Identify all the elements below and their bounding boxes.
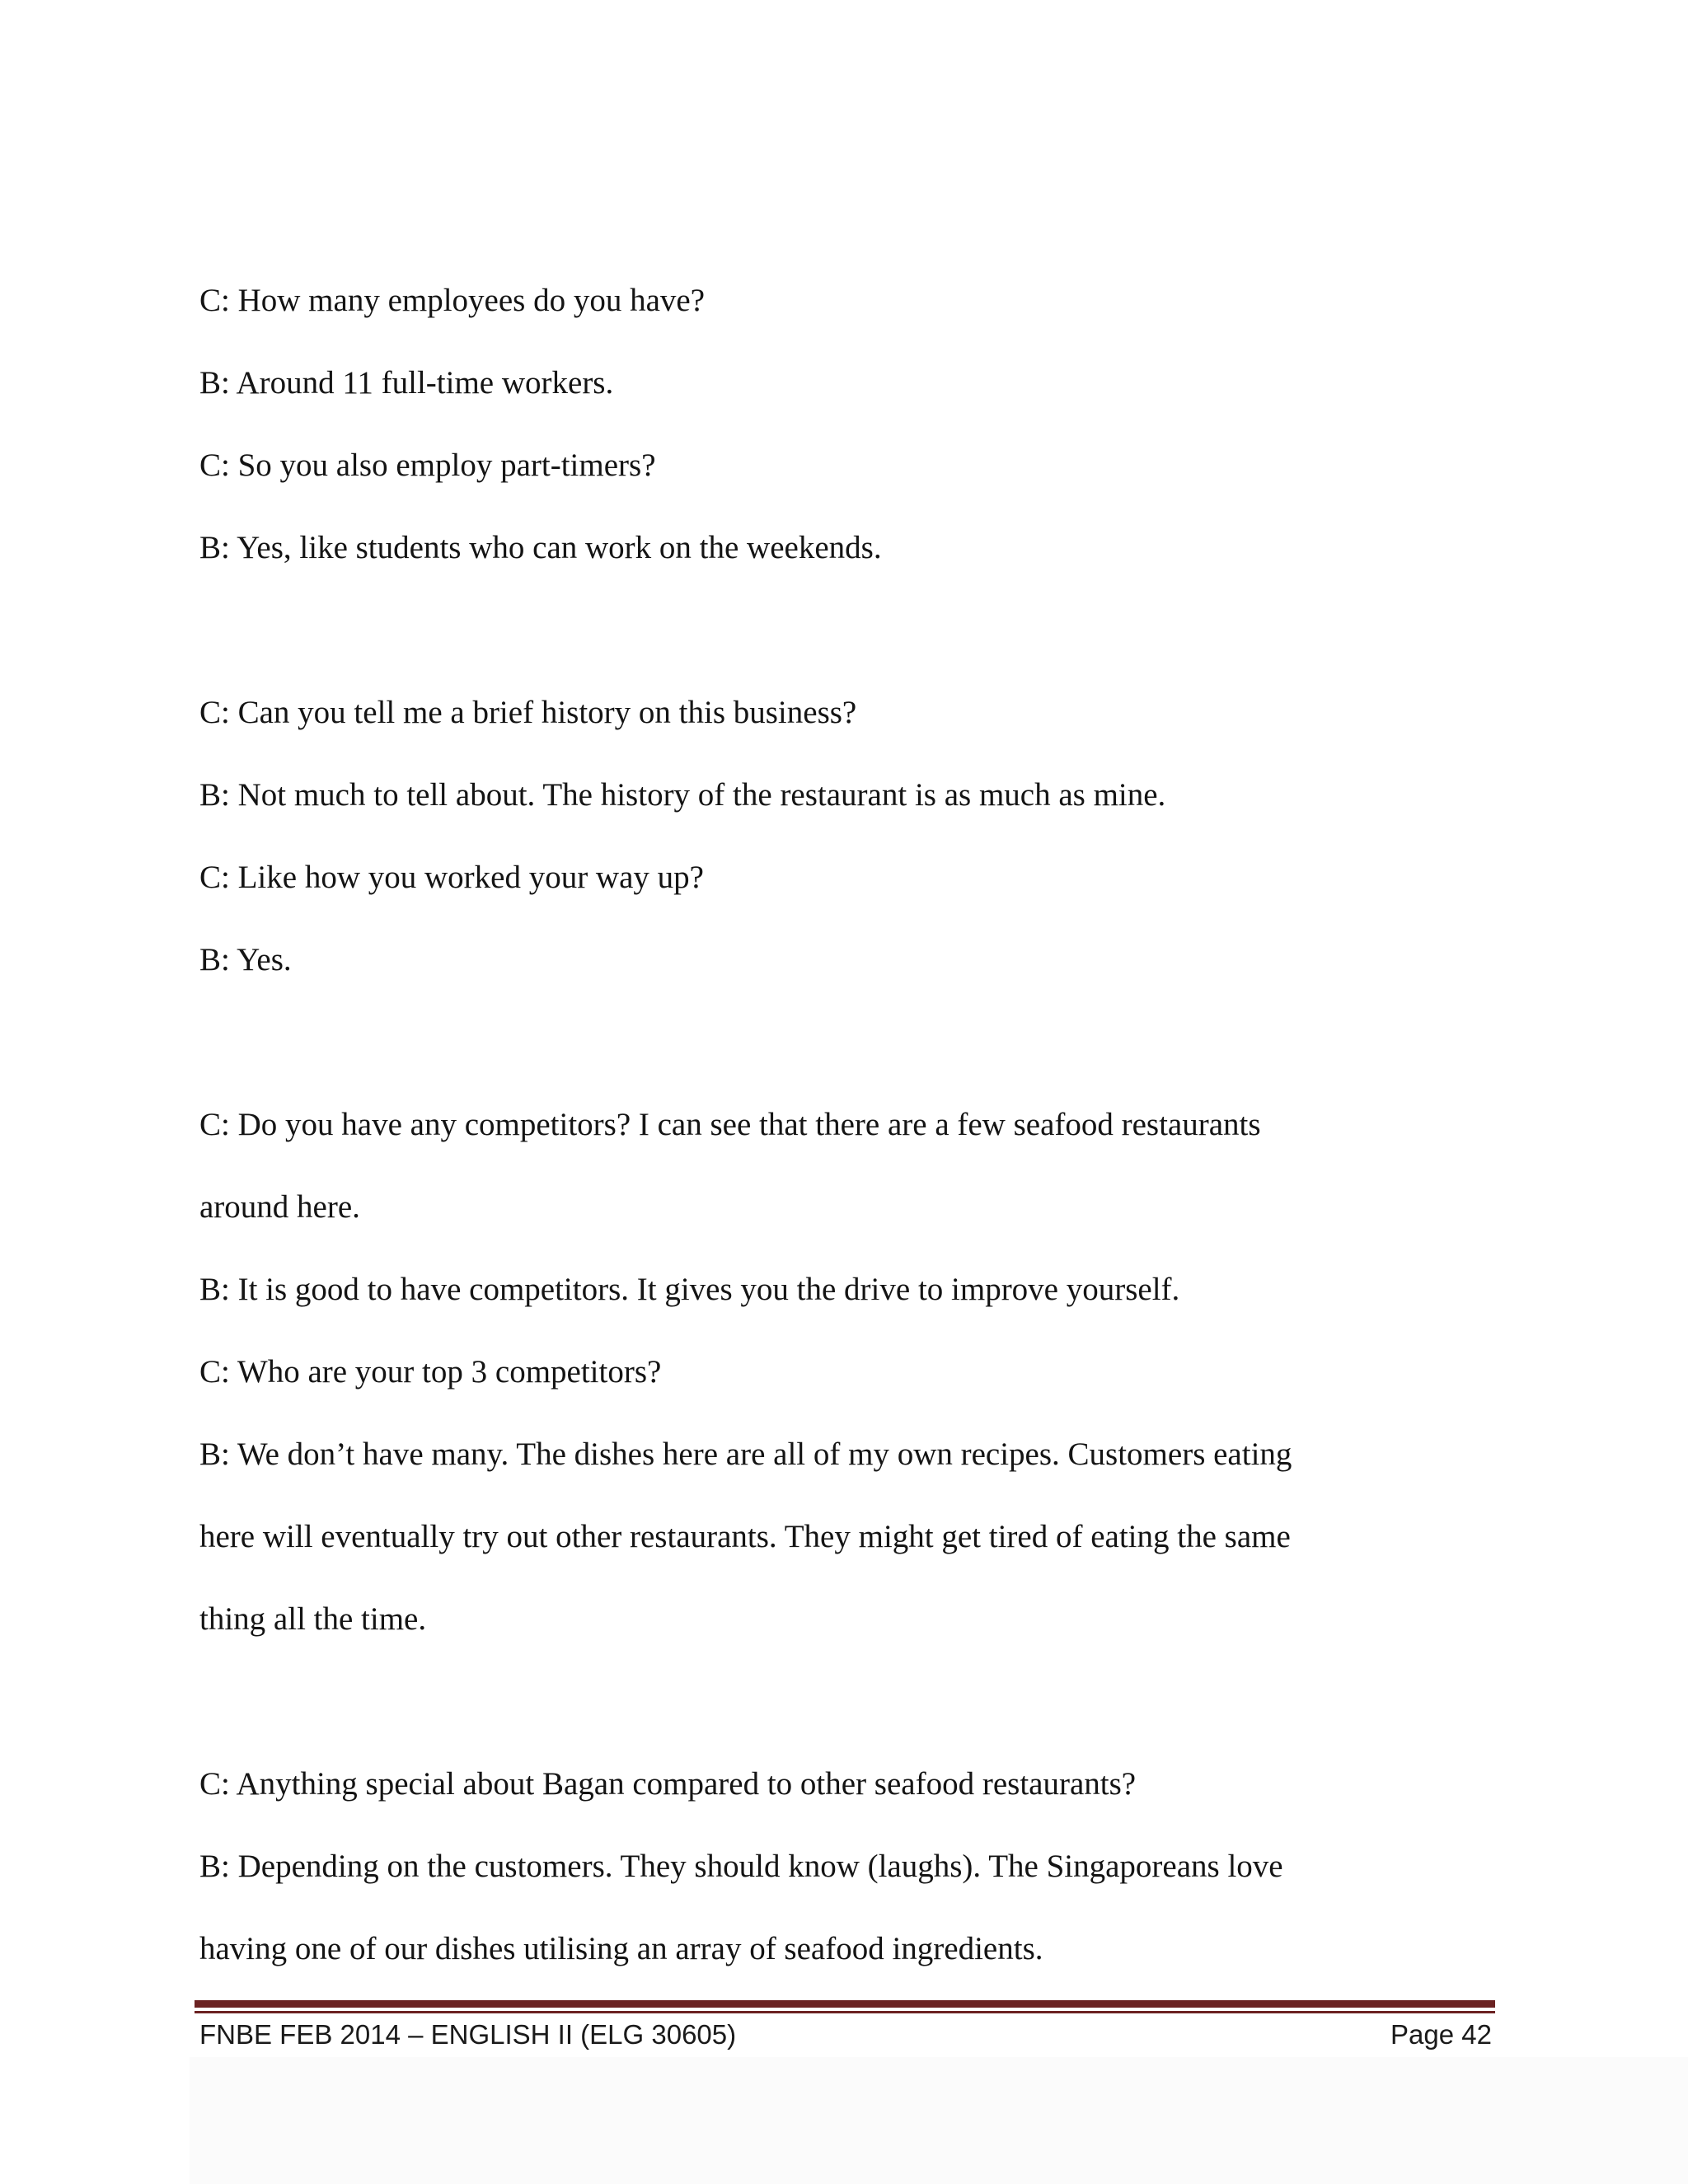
- dialogue-line: B: Yes, like students who can work on the weekends.: [199, 530, 882, 565]
- dialogue-line: C: So you also employ part-timers?: [199, 448, 656, 483]
- dialogue-body: [199, 280, 1493, 2011]
- dialogue-line: B: Depending on the customers. They should know (laughs). The Singaporeans love: [199, 1849, 1283, 1884]
- dialogue-line: around here.: [199, 1189, 360, 1225]
- footer-divider-thick: [195, 2000, 1495, 2008]
- dialogue-line: here will eventually try out other restaurants. They might get tired of eating the same: [199, 1519, 1291, 1554]
- bottom-margin-shade: [190, 2057, 1688, 2184]
- dialogue-line: C: Anything special about Bagan compared to other seafood restaurants?: [199, 1766, 1137, 1802]
- dialogue-line: C: Do you have any competitors? I can see that there are a few seafood restaurants: [199, 1107, 1261, 1142]
- dialogue-line: C: How many employees do you have?: [199, 283, 706, 318]
- footer-course-label: FNBE FEB 2014 – ENGLISH II (ELG 30605): [199, 2019, 737, 2050]
- dialogue-line: B: It is good to have competitors. It gives you the drive to improve yourself.: [199, 1272, 1180, 1307]
- paragraph-gap: [199, 1022, 1493, 1104]
- dialogue-line: B: Around 11 full-time workers.: [199, 365, 614, 401]
- paragraph-gap: [199, 610, 1493, 692]
- dialogue-line: B: Not much to tell about. The history of the restaurant is as much as mine.: [199, 777, 1166, 813]
- footer-page-number: Page 42: [1390, 2019, 1492, 2050]
- dialogue-line: B: We don’t have many. The dishes here are all of my own recipes. Customers eating: [199, 1436, 1292, 1472]
- dialogue-line: C: Like how you worked your way up?: [199, 860, 704, 895]
- dialogue-line: C: Who are your top 3 competitors?: [199, 1354, 662, 1390]
- dialogue-line: C: Can you tell me a brief history on this business?: [199, 695, 857, 730]
- paragraph-gap: [199, 1681, 1493, 1764]
- dialogue-line: thing all the time.: [199, 1601, 427, 1637]
- footer-divider-thin: [195, 2011, 1495, 2013]
- dialogue-line: having one of our dishes utilising an array of seafood ingredients.: [199, 1931, 1043, 1966]
- dialogue-line: B: Yes.: [199, 942, 292, 977]
- page-footer: [195, 2016, 1495, 2054]
